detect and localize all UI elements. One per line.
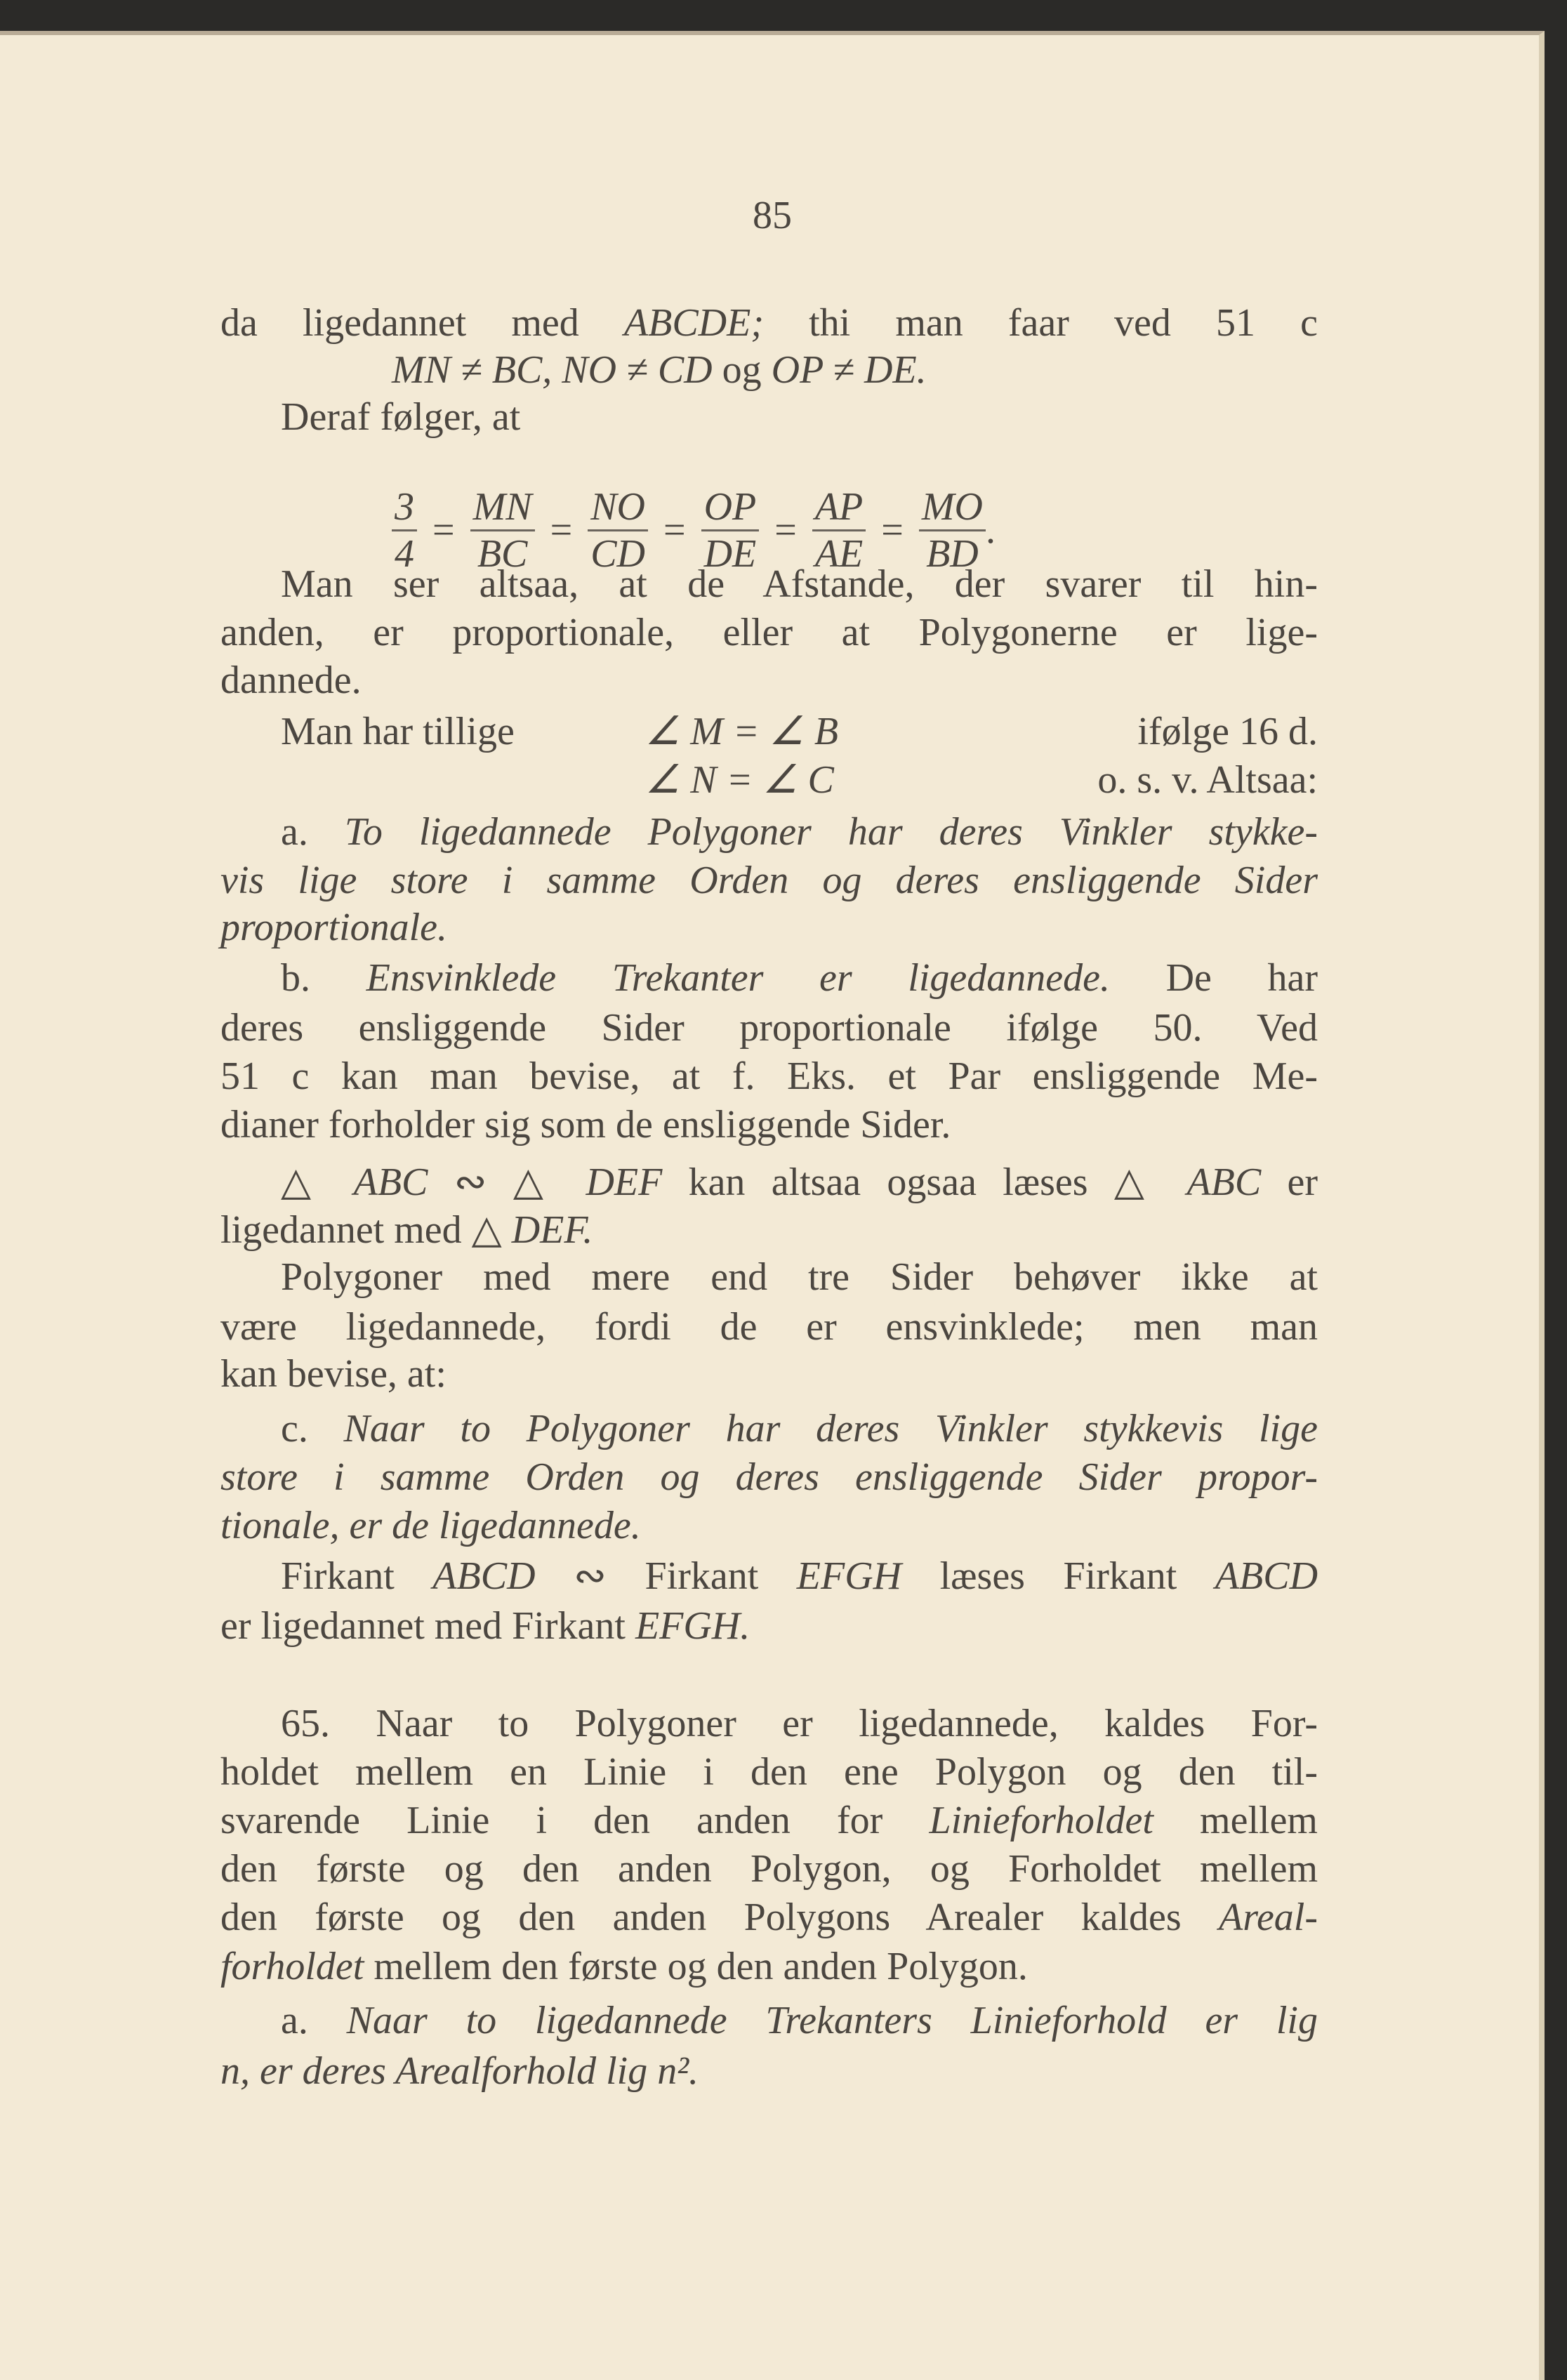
text-line [281,1551,1318,1601]
text-run: den første og den anden Polygons Arealer kaldes [220,1896,1219,1939]
text-line [220,655,1318,706]
text-run: mellem den første og den anden Polygon. [364,1945,1028,1988]
text-run: den første og den anden Polygon, og Forholdet mellem [220,1847,1318,1891]
italic-run: DEF. [511,1208,593,1252]
text-line [220,607,1318,658]
text-line [645,755,834,805]
text-line [281,953,1318,1003]
italic-run: n, er deres Arealforhold lig n². [220,2049,699,2093]
equals-sign: = [432,508,455,552]
italic-run: vis lige store i samme Orden og deres ensliggende Sider [220,859,1318,902]
text-line [645,706,838,757]
italic-run: EFGH. [635,1604,751,1648]
text-run: △ [281,1161,354,1204]
text-line [220,1349,1318,1399]
text-line [281,1995,1318,2046]
numerator: AP [814,484,864,529]
italic-run: Ensvinklede Trekanter er ligedannede. [366,956,1110,1000]
numerator: MN [472,484,532,529]
text-run: kan bevise, at: [220,1352,447,1396]
italic-run: OP ≠ DE. [771,348,927,392]
text-line [220,1500,1318,1551]
text-line [392,345,927,395]
text-run: ∾ Firkant [535,1554,797,1598]
italic-run: Naar to Polygoner har deres Vinkler stykkevis lige [343,1407,1318,1450]
text-run: Polygoner med mere end tre Sider behøver ikke at [281,1255,1318,1299]
numerator: NO [590,484,645,529]
italic-run: Naar to ligedannede Trekanters Linieforhold er lig [346,1999,1318,2042]
text-run: b. [281,956,366,1000]
text-run: og [712,348,772,392]
numerator: MO [921,484,983,529]
text-line [220,902,1318,953]
italic-run: store i samme Orden og deres ensliggende Sider propor- [220,1455,1318,1499]
text-line [220,1452,1318,1502]
page-number: 85 [753,194,792,237]
text-run: a. [281,1999,347,2042]
italic-run: ∠ N = ∠ C [645,758,834,802]
text-run: holdet mellem en Linie i den ene Polygon og den til- [220,1750,1318,1794]
text-line [281,1157,1318,1208]
text-line [220,1099,1318,1150]
text-run: anden, er proportionale, eller at Polygonerne er lige- [220,611,1318,654]
italic-run: ABCD [1215,1554,1318,1598]
text-line [220,1003,1318,1053]
italic-run: forholdet [220,1945,364,1988]
italic-run: Areal- [1219,1896,1318,1939]
denominator: 4 [395,531,414,576]
text-line [220,1795,1318,1846]
text-run: deres ensliggende Sider proportionale ifølge 50. Ved [220,1006,1318,1050]
denominator: AE [814,531,864,576]
text-run: ifølge 16 d. [1137,710,1318,753]
text-line [220,855,1318,906]
text-run: thi man faar ved 51 c [763,301,1318,345]
text-line [281,392,1318,442]
text-line [220,1892,1318,1943]
equals-sign: = [663,508,686,552]
text-line [220,2046,1318,2096]
text-run: dannede. [220,659,362,702]
equals-sign: = [774,508,797,552]
text-line [220,1941,1318,1992]
denominator: BD [926,531,979,576]
denominator: BC [477,531,528,576]
text-line [983,755,1318,805]
text-line [281,1403,1318,1454]
italic-run: EFGH [796,1554,902,1598]
italic-run: ∠ M = ∠ B [645,710,839,753]
equals-sign: = [550,508,573,552]
equals-sign: = [881,508,904,552]
text-line [281,807,1318,857]
text-run: er ligedannet med Firkant [220,1604,635,1648]
text-line [220,1747,1318,1797]
text-line [220,1051,1318,1102]
text-run: dianer forholder sig som de ensliggende Sider. [220,1103,951,1146]
text-run: være ligedannede, fordi de er ensvinklede; men man [220,1305,1318,1349]
text-run: 65. Naar to Polygoner er ligedannede, kaldes For- [281,1702,1318,1745]
italic-run: MN ≠ BC, NO ≠ CD [392,348,713,392]
text-run: er [1261,1161,1318,1204]
numerator: OP [703,484,757,529]
italic-run: ABC [1186,1161,1262,1204]
italic-run: DEF [586,1161,663,1204]
text-line [281,559,1318,609]
book-page [0,31,1545,2380]
text-run: De har [1109,956,1318,1000]
text-line [281,1252,1318,1302]
text-run: svarende Linie i den anden for [220,1799,930,1842]
text-line [281,1698,1318,1749]
text-run: mellem [1153,1799,1318,1842]
text-run: ligedannet med △ [220,1208,512,1252]
text-line [220,1205,1318,1255]
text-line [220,1302,1318,1352]
text-run: ∾ △ [428,1161,586,1204]
italic-run: tionale, er de ligedannede. [220,1504,641,1547]
italic-run: ABCDE; [623,301,764,345]
italic-run: Linieforholdet [929,1799,1153,1842]
text-line [983,706,1318,757]
text-run: 51 c kan man bevise, at f. Eks. et Par ensliggende Me- [220,1055,1318,1098]
text-run: a. [281,810,345,854]
text-run: o. s. v. Altsaa: [1097,758,1318,802]
text-run: c. [281,1407,344,1450]
denominator: DE [703,531,757,576]
text-run: Man ser altsaa, at de Afstande, der svarer til hin- [281,562,1318,606]
italic-run: To ligedannede Polygoner har deres Vinkler stykke- [344,810,1318,854]
text-run: læses Firkant [901,1554,1215,1598]
text-run: Deraf følger, at [281,395,521,439]
italic-run: proportionale. [220,906,448,949]
italic-run: ABCD [432,1554,536,1598]
text-line [220,1601,1318,1651]
text-run: da ligedannet med [220,301,624,345]
text-line [220,1844,1318,1894]
numerator: 3 [395,484,414,529]
text-run: Man har tillige [281,710,515,753]
period: . [985,508,996,552]
denominator: CD [590,531,645,576]
text-run: Firkant [281,1554,433,1598]
text-run: kan altsaa ogsaa læses △ [662,1161,1187,1204]
italic-run: ABC [353,1161,428,1204]
text-line [220,298,1318,348]
